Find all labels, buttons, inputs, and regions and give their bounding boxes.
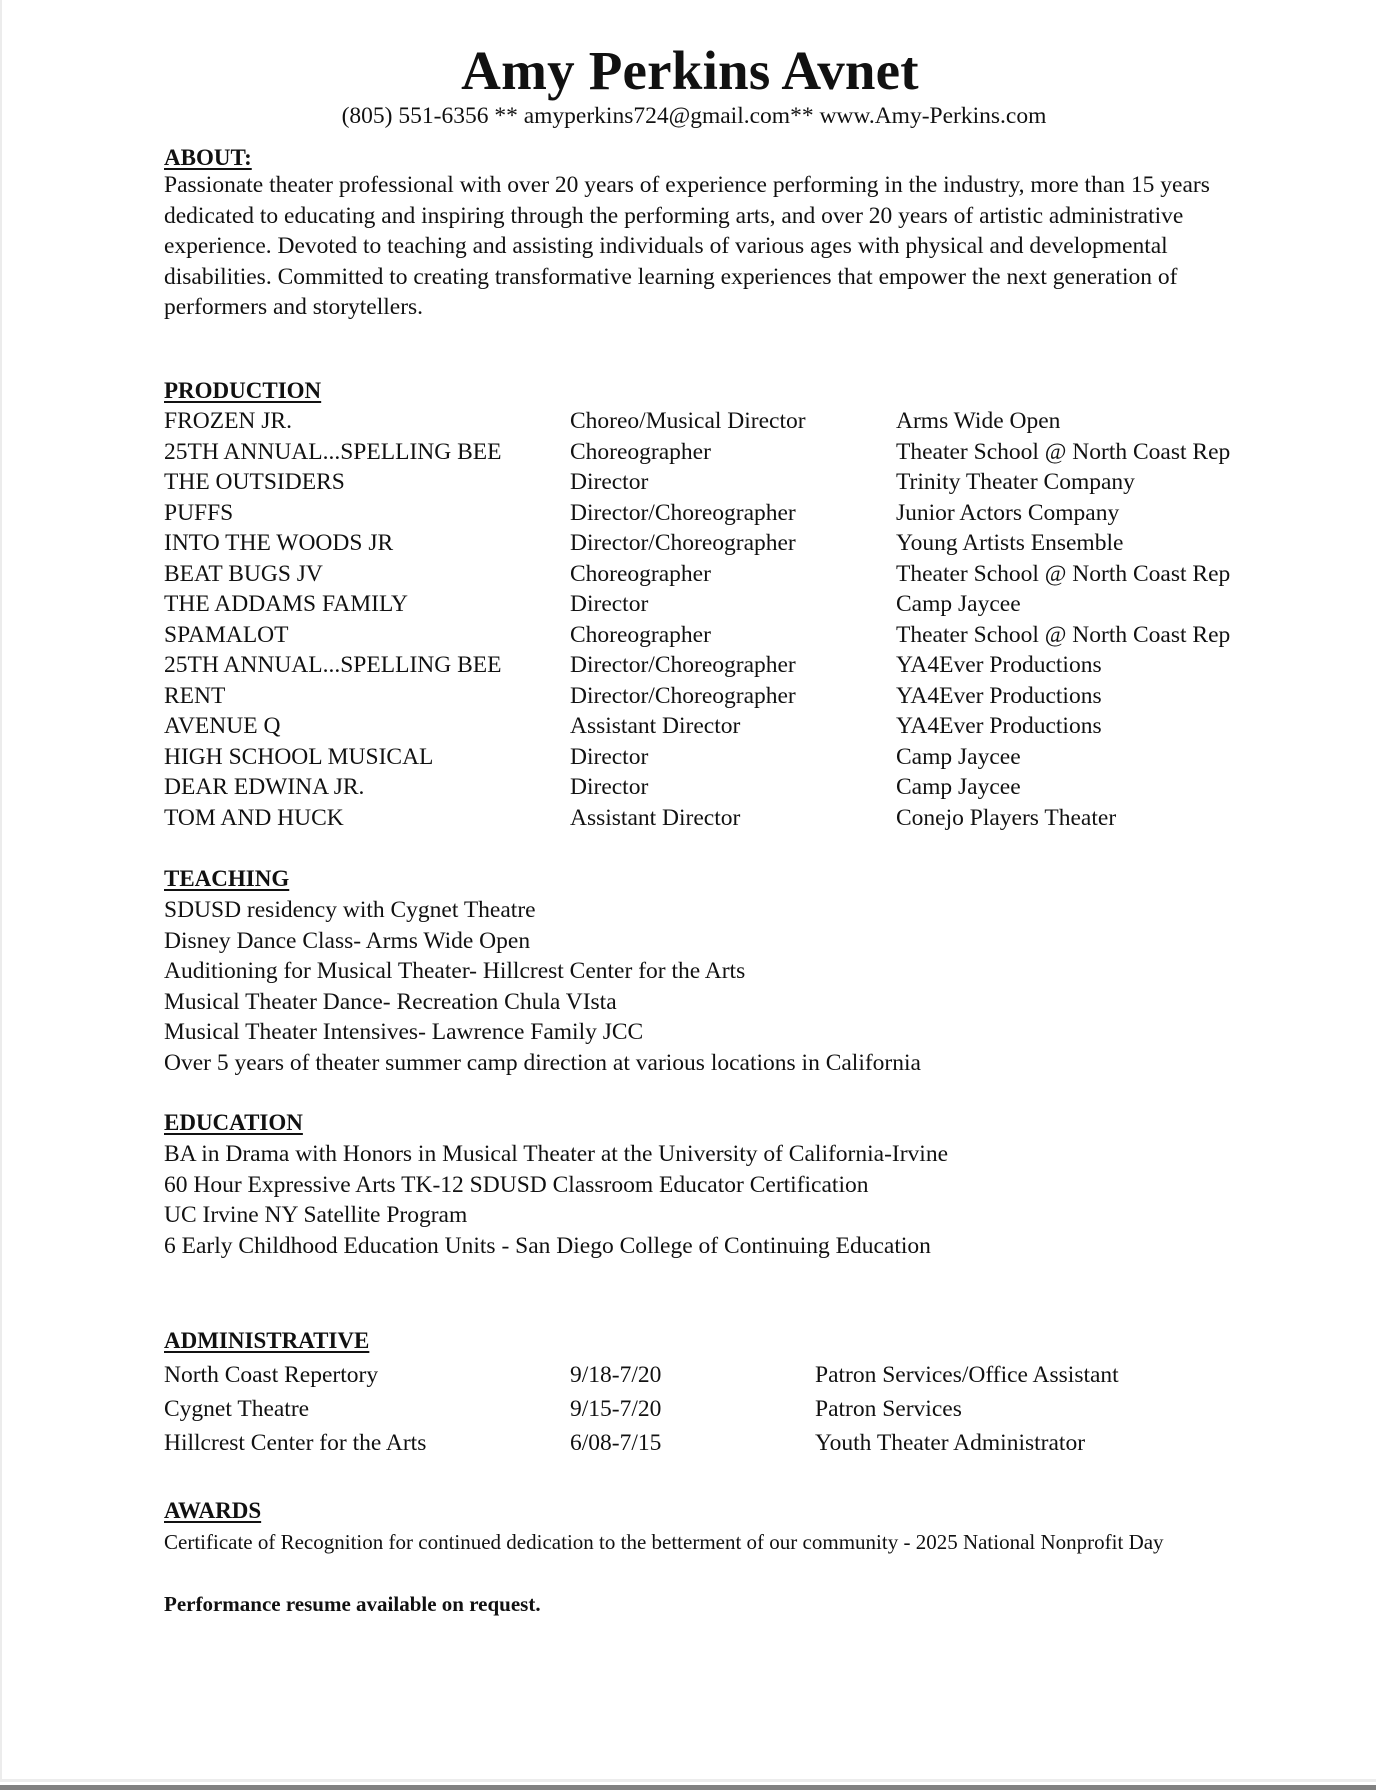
production-role: Director: [570, 774, 649, 800]
production-role: Choreo/Musical Director: [570, 408, 806, 434]
production-row: [2, 681, 1376, 711]
production-show: PUFFS: [164, 499, 234, 526]
education-item: 6 Early Childhood Education Units - San Diego College of Continuing Education: [164, 1232, 931, 1259]
production-company: Theater School @ North Coast Rep: [896, 560, 1231, 587]
production-show: SPAMALOT: [164, 621, 289, 648]
production-role: Director/Choreographer: [570, 499, 796, 526]
teaching-item: Disney Dance Class- Arms Wide Open: [164, 927, 531, 954]
admin-role: Patron Services/Office Assistant: [815, 1362, 1119, 1388]
production-row: [2, 467, 1376, 497]
production-show: INTO THE WOODS JR: [164, 530, 394, 556]
production-role: Director/Choreographer: [570, 530, 796, 556]
production-show: FROZEN JR.: [164, 408, 292, 434]
production-row: [2, 559, 1376, 589]
awards-heading: AWARDS: [164, 1498, 262, 1523]
education-item: UC Irvine NY Satellite Program: [164, 1202, 468, 1228]
about-line: disabilities. Committed to creating transformative learning experiences that empower the next generation of: [164, 263, 1178, 290]
production-role: Director: [570, 469, 649, 495]
production-show: THE OUTSIDERS: [164, 469, 345, 495]
teaching-item: Auditioning for Musical Theater- Hillcrest Center for the Arts: [164, 958, 746, 984]
administrative-row: [2, 1360, 1376, 1390]
production-company: Camp Jaycee: [896, 743, 1021, 770]
production-show: 25TH ANNUAL...SPELLING BEE: [164, 438, 502, 465]
production-row: [2, 620, 1376, 650]
production-show: RENT: [164, 682, 226, 709]
production-company: Theater School @ North Coast Rep: [896, 438, 1231, 465]
performance-resume-note: Performance resume available on request.: [164, 1592, 541, 1616]
about-line: experience. Devoted to teaching and assisting individuals of various ages with physical and developmental: [164, 233, 1168, 260]
teaching-item: Musical Theater Dance- Recreation Chula VIsta: [164, 988, 617, 1015]
admin-dates: 9/15-7/20: [570, 1396, 662, 1422]
production-row: [2, 589, 1376, 619]
admin-dates: 9/18-7/20: [570, 1362, 662, 1388]
admin-role: Youth Theater Administrator: [815, 1430, 1086, 1456]
production-row: [2, 772, 1376, 802]
about-line: Passionate theater professional with over 20 years of experience performing in the industry, more than 15 years: [164, 172, 1210, 198]
production-show: THE ADDAMS FAMILY: [164, 591, 408, 617]
production-company: Young Artists Ensemble: [896, 530, 1124, 556]
teaching-heading: TEACHING: [164, 866, 290, 891]
about-heading: ABOUT:: [164, 145, 252, 170]
production-company: Theater School @ North Coast Rep: [896, 621, 1231, 648]
production-show: AVENUE Q: [164, 713, 281, 739]
production-row: [2, 711, 1376, 741]
education-heading: EDUCATION: [164, 1110, 303, 1135]
production-company: YA4Ever Productions: [896, 652, 1102, 678]
resume-name: Amy Perkins Avnet: [461, 40, 919, 101]
production-row: [2, 528, 1376, 558]
production-row: [2, 498, 1376, 528]
about-text: [164, 170, 1284, 323]
production-company: Arms Wide Open: [896, 408, 1061, 434]
production-row: [2, 650, 1376, 680]
production-role: Assistant Director: [570, 804, 741, 831]
production-role: Choreographer: [570, 621, 711, 648]
admin-org: Cygnet Theatre: [164, 1396, 310, 1422]
teaching-item: SDUSD residency with Cygnet Theatre: [164, 897, 536, 923]
production-heading: PRODUCTION: [164, 378, 322, 403]
teaching-item: Musical Theater Intensives- Lawrence Family JCC: [164, 1019, 644, 1045]
education-item: BA in Drama with Honors in Musical Theater at the University of California-Irvine: [164, 1141, 949, 1167]
teaching-item: Over 5 years of theater summer camp direction at various locations in California: [164, 1049, 921, 1076]
contact-line: (805) 551-6356 ** amyperkins724@gmail.com** www.Amy-Perkins.com: [341, 103, 1047, 129]
production-role: Assistant Director: [570, 713, 741, 739]
production-role: Director/Choreographer: [570, 682, 796, 709]
production-company: Trinity Theater Company: [896, 469, 1135, 495]
production-show: 25TH ANNUAL...SPELLING BEE: [164, 652, 502, 678]
production-company: Camp Jaycee: [896, 774, 1021, 800]
admin-dates: 6/08-7/15: [570, 1430, 662, 1456]
production-role: Director: [570, 591, 649, 617]
production-show: DEAR EDWINA JR.: [164, 774, 365, 800]
production-show: TOM AND HUCK: [164, 804, 344, 831]
production-role: Director/Choreographer: [570, 652, 796, 678]
production-company: YA4Ever Productions: [896, 713, 1102, 739]
administrative-row: [2, 1428, 1376, 1458]
award-item: Certificate of Recognition for continued dedication to the betterment of our community - 2025 National Nonprofit Day: [164, 1530, 1164, 1554]
production-company: YA4Ever Productions: [896, 682, 1102, 709]
production-company: Junior Actors Company: [896, 499, 1120, 526]
about-line: performers and storytellers.: [164, 294, 424, 321]
production-show: BEAT BUGS JV: [164, 560, 323, 587]
administrative-heading: ADMINISTRATIVE: [164, 1328, 370, 1353]
production-row: [2, 742, 1376, 772]
admin-org: North Coast Repertory: [164, 1362, 379, 1388]
production-role: Choreographer: [570, 438, 711, 465]
admin-role: Patron Services: [815, 1396, 962, 1422]
production-row: [2, 406, 1376, 436]
production-role: Director: [570, 743, 649, 770]
production-role: Choreographer: [570, 560, 711, 587]
production-row: [2, 803, 1376, 833]
production-company: Camp Jaycee: [896, 591, 1021, 617]
production-row: [2, 437, 1376, 467]
viewer-bottom-bar: [0, 1785, 1376, 1790]
administrative-row: [2, 1394, 1376, 1424]
production-company: Conejo Players Theater: [896, 804, 1117, 831]
admin-org: Hillcrest Center for the Arts: [164, 1430, 427, 1456]
about-line: dedicated to educating and inspiring through the performing arts, and over 20 years of artistic administrative: [164, 202, 1184, 229]
education-item: 60 Hour Expressive Arts TK-12 SDUSD Classroom Educator Certification: [164, 1171, 869, 1198]
production-show: HIGH SCHOOL MUSICAL: [164, 743, 434, 770]
